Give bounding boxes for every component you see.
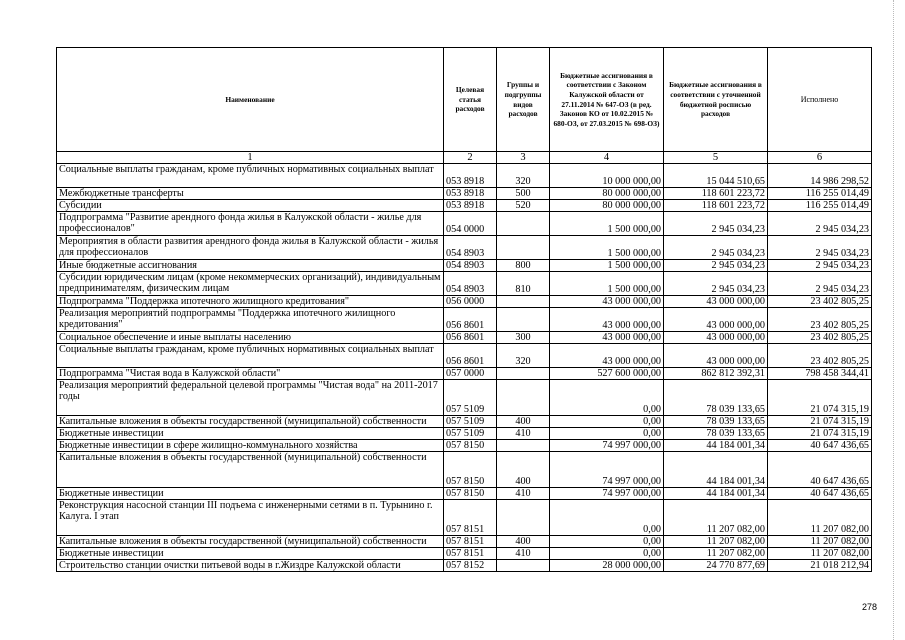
- column-number: 2: [444, 152, 497, 164]
- column-number: 1: [57, 152, 444, 164]
- row-group-code: 320: [497, 344, 550, 368]
- header-target: Целевая статья расходов: [444, 48, 497, 152]
- row-refined: 43 000 000,00: [664, 296, 768, 308]
- row-executed: 40 647 436,65: [768, 452, 872, 488]
- row-target-code: 056 8601: [444, 332, 497, 344]
- row-executed: 23 402 805,25: [768, 332, 872, 344]
- row-executed: 21 074 315,19: [768, 428, 872, 440]
- row-refined: 44 184 001,34: [664, 440, 768, 452]
- row-assigned: 80 000 000,00: [550, 200, 664, 212]
- row-target-code: 053 8918: [444, 164, 497, 188]
- row-group-code: [497, 368, 550, 380]
- header-groups: Группы и подгруппы видов расходов: [497, 48, 550, 152]
- row-group-code: 410: [497, 548, 550, 560]
- row-name: Бюджетные инвестиции: [57, 428, 444, 440]
- table-row: [57, 500, 872, 536]
- row-assigned: 527 600 000,00: [550, 368, 664, 380]
- row-target-code: 056 8601: [444, 308, 497, 332]
- row-group-code: 410: [497, 428, 550, 440]
- row-group-code: 320: [497, 164, 550, 188]
- table-row: [57, 452, 872, 488]
- row-refined: 78 039 133,65: [664, 416, 768, 428]
- row-group-code: 410: [497, 488, 550, 500]
- row-target-code: 057 0000: [444, 368, 497, 380]
- row-group-code: 810: [497, 272, 550, 296]
- row-refined: 862 812 392,31: [664, 368, 768, 380]
- table-row: [57, 260, 872, 272]
- row-name: Мероприятия в области развития арендного фонда жилья в Калужской области - жилья для профессионалов: [57, 236, 444, 260]
- row-refined: 78 039 133,65: [664, 380, 768, 416]
- table-row: [57, 548, 872, 560]
- row-name: Социальные выплаты гражданам, кроме публичных нормативных социальных выплат: [57, 164, 444, 188]
- row-assigned: 0,00: [550, 416, 664, 428]
- header-refined: Бюджетные ассигнования в соответствии с уточненной бюджетной росписью расходов: [664, 48, 768, 152]
- row-executed: 116 255 014,49: [768, 200, 872, 212]
- table-row: [57, 440, 872, 452]
- row-target-code: 057 8150: [444, 488, 497, 500]
- table-header-row: [57, 48, 872, 152]
- row-group-code: [497, 380, 550, 416]
- table-row: [57, 380, 872, 416]
- row-group-code: 400: [497, 416, 550, 428]
- row-refined: 118 601 223,72: [664, 188, 768, 200]
- table-row: [57, 344, 872, 368]
- row-name: Бюджетные инвестиции в сфере жилищно-коммунального хозяйства: [57, 440, 444, 452]
- table-row: [57, 236, 872, 260]
- row-group-code: [497, 296, 550, 308]
- table-row: [57, 296, 872, 308]
- row-group-code: [497, 500, 550, 536]
- row-target-code: 053 8918: [444, 188, 497, 200]
- row-target-code: 057 8152: [444, 560, 497, 572]
- table-row: [57, 536, 872, 548]
- row-refined: 43 000 000,00: [664, 344, 768, 368]
- row-executed: 2 945 034,23: [768, 212, 872, 236]
- row-target-code: 057 8151: [444, 500, 497, 536]
- table-row: [57, 188, 872, 200]
- row-executed: 116 255 014,49: [768, 188, 872, 200]
- row-name: Капитальные вложения в объекты государственной (муниципальной) собственности: [57, 416, 444, 428]
- row-name: Реконструкция насосной станции III подъема с инженерными сетями в п. Турынино г. Калуга. I этап: [57, 500, 444, 536]
- row-name: Межбюджетные трансферты: [57, 188, 444, 200]
- row-executed: 11 207 082,00: [768, 536, 872, 548]
- row-name: Бюджетные инвестиции: [57, 488, 444, 500]
- row-executed: 11 207 082,00: [768, 548, 872, 560]
- table-row: [57, 164, 872, 188]
- row-name: Субсидии юридическим лицам (кроме некоммерческих организаций), индивидуальным предпринимателям, физическим лицам: [57, 272, 444, 296]
- row-name: Бюджетные инвестиции: [57, 548, 444, 560]
- row-executed: 23 402 805,25: [768, 296, 872, 308]
- row-executed: 798 458 344,41: [768, 368, 872, 380]
- row-executed: 23 402 805,25: [768, 344, 872, 368]
- row-group-code: 400: [497, 536, 550, 548]
- row-group-code: 500: [497, 188, 550, 200]
- row-refined: 118 601 223,72: [664, 200, 768, 212]
- row-name: Строительство станции очистки питьевой воды в г.Жиздре Калужской области: [57, 560, 444, 572]
- row-name: Социальное обеспечение и иные выплаты населению: [57, 332, 444, 344]
- row-target-code: 057 5109: [444, 380, 497, 416]
- row-refined: 24 770 877,69: [664, 560, 768, 572]
- row-target-code: 057 8151: [444, 548, 497, 560]
- row-name: Иные бюджетные ассигнования: [57, 260, 444, 272]
- row-name: Капитальные вложения в объекты государственной (муниципальной) собственности: [57, 452, 444, 488]
- row-executed: 21 074 315,19: [768, 416, 872, 428]
- page-edge-line: [893, 0, 895, 640]
- row-assigned: 43 000 000,00: [550, 296, 664, 308]
- row-executed: 2 945 034,23: [768, 272, 872, 296]
- row-group-code: [497, 212, 550, 236]
- row-target-code: 057 8150: [444, 440, 497, 452]
- row-assigned: 1 500 000,00: [550, 236, 664, 260]
- table-row: [57, 212, 872, 236]
- row-target-code: 054 8903: [444, 272, 497, 296]
- row-target-code: 057 8151: [444, 536, 497, 548]
- row-assigned: 74 997 000,00: [550, 440, 664, 452]
- row-refined: 2 945 034,23: [664, 272, 768, 296]
- row-target-code: 054 8903: [444, 236, 497, 260]
- table-row: [57, 332, 872, 344]
- row-refined: 11 207 082,00: [664, 548, 768, 560]
- row-assigned: 74 997 000,00: [550, 488, 664, 500]
- column-number: 3: [497, 152, 550, 164]
- column-numbers-row: [57, 152, 872, 164]
- row-name: Субсидии: [57, 200, 444, 212]
- row-group-code: 800: [497, 260, 550, 272]
- row-assigned: 28 000 000,00: [550, 560, 664, 572]
- budget-table: [56, 47, 872, 572]
- row-name: Подпрограмма "Чистая вода в Калужской области": [57, 368, 444, 380]
- column-number: 4: [550, 152, 664, 164]
- row-target-code: 056 0000: [444, 296, 497, 308]
- row-assigned: 0,00: [550, 500, 664, 536]
- row-refined: 2 945 034,23: [664, 260, 768, 272]
- row-group-code: 400: [497, 452, 550, 488]
- row-assigned: 1 500 000,00: [550, 212, 664, 236]
- row-target-code: 054 8903: [444, 260, 497, 272]
- header-executed: Исполнено: [768, 48, 872, 152]
- row-refined: 15 044 510,65: [664, 164, 768, 188]
- row-group-code: [497, 236, 550, 260]
- page-number: 278: [862, 602, 878, 612]
- row-name: Подпрограмма "Развитие арендного фонда жилья в Калужской области - жилье для профессионалов": [57, 212, 444, 236]
- table-row: [57, 308, 872, 332]
- row-group-code: [497, 308, 550, 332]
- table-row: [57, 200, 872, 212]
- row-group-code: [497, 560, 550, 572]
- table-row: [57, 488, 872, 500]
- row-executed: 2 945 034,23: [768, 260, 872, 272]
- row-assigned: 80 000 000,00: [550, 188, 664, 200]
- row-name: Подпрограмма "Поддержка ипотечного жилищного кредитования": [57, 296, 444, 308]
- row-target-code: 056 8601: [444, 344, 497, 368]
- row-refined: 44 184 001,34: [664, 452, 768, 488]
- row-group-code: [497, 440, 550, 452]
- row-assigned: 0,00: [550, 548, 664, 560]
- row-refined: 43 000 000,00: [664, 332, 768, 344]
- row-refined: 43 000 000,00: [664, 308, 768, 332]
- row-group-code: 520: [497, 200, 550, 212]
- row-target-code: 057 5109: [444, 416, 497, 428]
- row-refined: 78 039 133,65: [664, 428, 768, 440]
- row-refined: 11 207 082,00: [664, 500, 768, 536]
- table-row: [57, 272, 872, 296]
- row-assigned: 1 500 000,00: [550, 272, 664, 296]
- row-executed: 23 402 805,25: [768, 308, 872, 332]
- row-target-code: 053 8918: [444, 200, 497, 212]
- row-refined: 2 945 034,23: [664, 212, 768, 236]
- row-assigned: 43 000 000,00: [550, 308, 664, 332]
- row-assigned: 0,00: [550, 428, 664, 440]
- table-row: [57, 560, 872, 572]
- row-executed: 21 018 212,94: [768, 560, 872, 572]
- row-executed: 11 207 082,00: [768, 500, 872, 536]
- row-group-code: 300: [497, 332, 550, 344]
- row-name: Реализация мероприятий подпрограммы "Поддержка ипотечного жилищного кредитования": [57, 308, 444, 332]
- row-executed: 2 945 034,23: [768, 236, 872, 260]
- row-target-code: 057 5109: [444, 428, 497, 440]
- table-row: [57, 368, 872, 380]
- row-assigned: 0,00: [550, 536, 664, 548]
- row-refined: 2 945 034,23: [664, 236, 768, 260]
- row-executed: 21 074 315,19: [768, 380, 872, 416]
- row-assigned: 43 000 000,00: [550, 332, 664, 344]
- row-assigned: 74 997 000,00: [550, 452, 664, 488]
- header-name: Наименование: [57, 48, 444, 152]
- row-target-code: 054 0000: [444, 212, 497, 236]
- row-assigned: 1 500 000,00: [550, 260, 664, 272]
- column-number: 5: [664, 152, 768, 164]
- row-executed: 40 647 436,65: [768, 440, 872, 452]
- row-executed: 14 986 298,52: [768, 164, 872, 188]
- row-assigned: 0,00: [550, 380, 664, 416]
- row-name: Реализация мероприятий федеральной целевой программы "Чистая вода" на 2011-2017 годы: [57, 380, 444, 416]
- table-row: [57, 428, 872, 440]
- row-target-code: 057 8150: [444, 452, 497, 488]
- row-refined: 44 184 001,34: [664, 488, 768, 500]
- table-row: [57, 416, 872, 428]
- column-number: 6: [768, 152, 872, 164]
- header-assigned: Бюджетные ассигнования в соответствии с Законом Калужской области от 27.11.2014 № 647-ОЗ (в ред. Законов КО от 10.02.2015 № 680-ОЗ, от 27.03.2015 № 698-ОЗ): [550, 48, 664, 152]
- row-assigned: 43 000 000,00: [550, 344, 664, 368]
- row-name: Социальные выплаты гражданам, кроме публичных нормативных социальных выплат: [57, 344, 444, 368]
- row-executed: 40 647 436,65: [768, 488, 872, 500]
- row-name: Капитальные вложения в объекты государственной (муниципальной) собственности: [57, 536, 444, 548]
- row-refined: 11 207 082,00: [664, 536, 768, 548]
- row-assigned: 10 000 000,00: [550, 164, 664, 188]
